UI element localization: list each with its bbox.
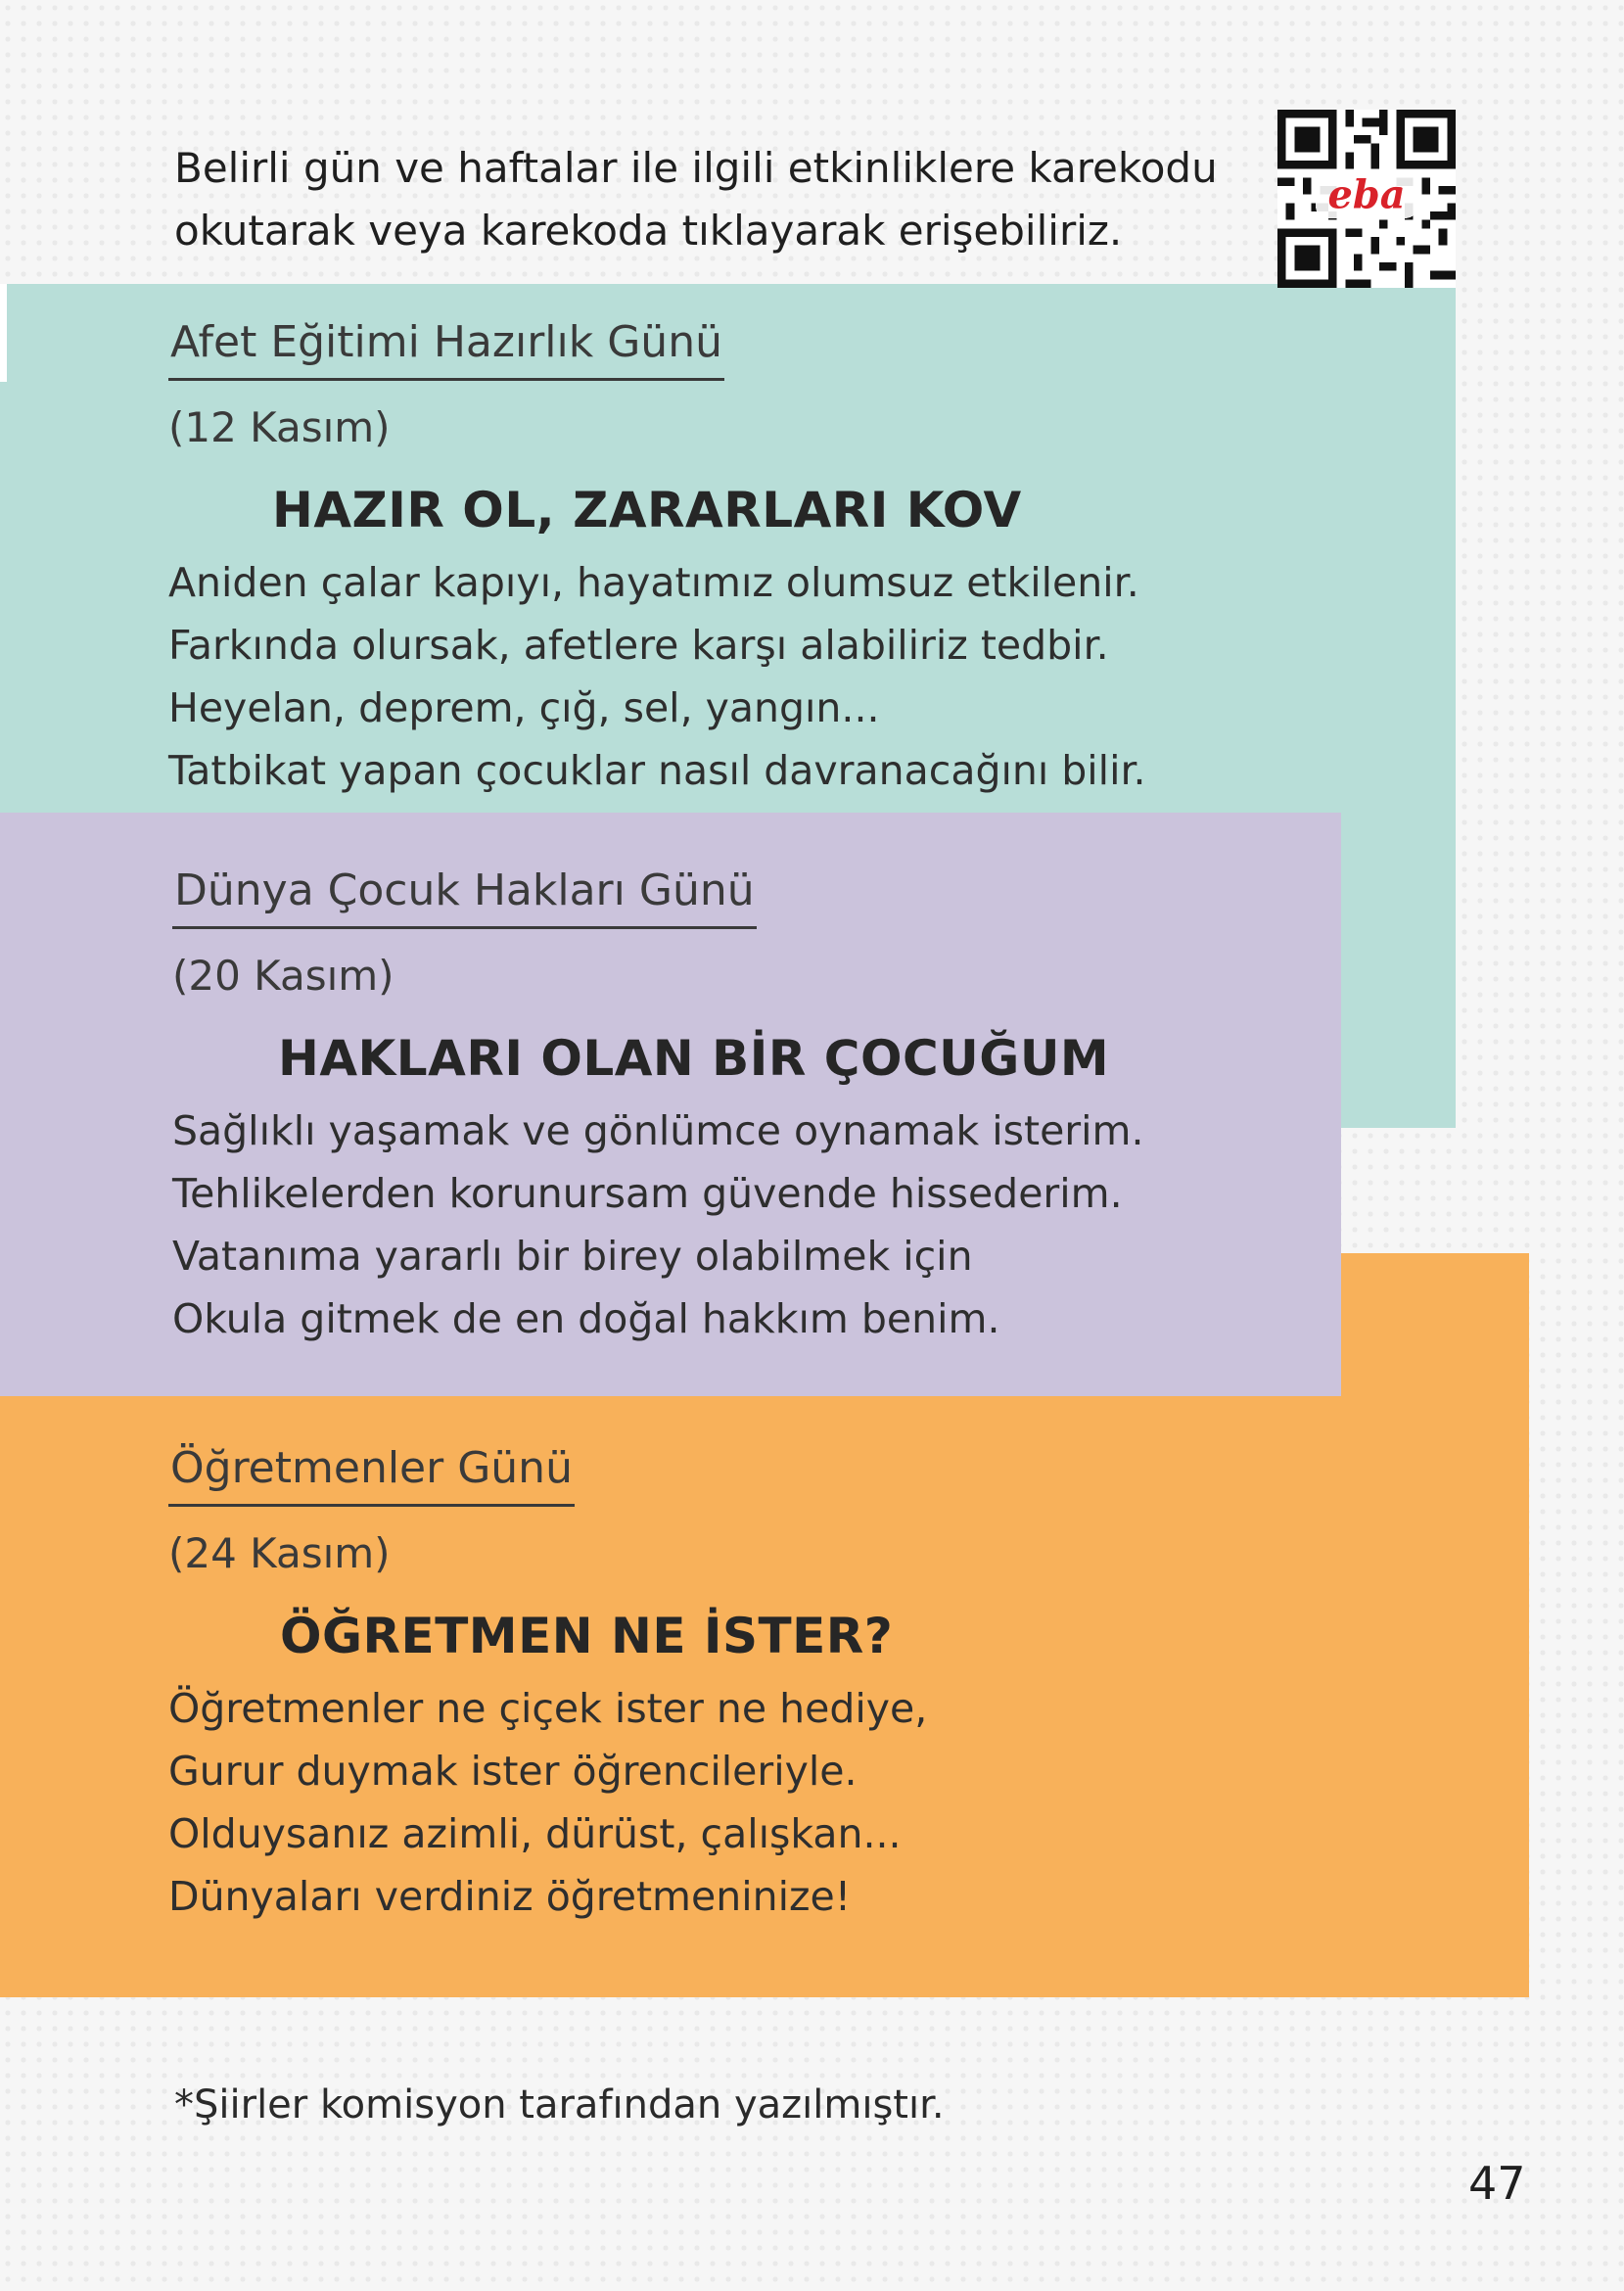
poem-line: Tatbikat yapan çocuklar nasıl davranacağını bilir. [168, 747, 1146, 794]
poem-line: Öğretmenler ne çiçek ister ne hediye, [168, 1685, 928, 1732]
section-afet [168, 313, 1245, 802]
poem-line: Sağlıklı yaşamak ve gönlümce oynamak isterim. [172, 1107, 1144, 1154]
poem-title: HAKLARI OLAN BİR ÇOCUĞUM [278, 1030, 1110, 1087]
qr-code-icon[interactable] [1277, 110, 1456, 288]
poem-line: Vatanıma yararlı bir birey olabilmek için [172, 1233, 973, 1280]
section-ogretmenler [168, 1439, 1245, 1928]
section-date: (20 Kasım) [172, 952, 394, 1000]
section-cocuk-haklari [172, 862, 1249, 1350]
poem-line: Farkında olursak, afetlere karşı alabiliriz tedbir. [168, 622, 1109, 669]
poem-line: Olduysanız azimli, dürüst, çalışkan... [168, 1810, 902, 1857]
poem-line: Aniden çalar kapıyı, hayatımız olumsuz etkilenir. [168, 559, 1139, 606]
poem-title: HAZIR OL, ZARARLARI KOV [272, 482, 1022, 538]
poem-line: Heyelan, deprem, çığ, sel, yangın... [168, 684, 880, 731]
poem-line: Gurur duymak ister öğrencileriyle. [168, 1748, 858, 1795]
section-date: (12 Kasım) [168, 403, 391, 451]
poem-lines [172, 1099, 1249, 1350]
eba-logo-text: eba [1327, 172, 1406, 218]
footnote: *Şiirler komisyon tarafından yazılmıştır. [174, 2082, 945, 2127]
page-number: 47 [1468, 2157, 1526, 2210]
poem-lines [168, 1677, 1245, 1928]
qr-code-graphic [1277, 110, 1456, 288]
intro-text [174, 137, 1251, 262]
intro-line-2: okutarak veya karekoda tıklayarak erişebiliriz. [174, 207, 1123, 255]
poem-line: Tehlikelerden korunursam güvende hissederim. [172, 1170, 1123, 1217]
section-title: Dünya Çocuk Hakları Günü [172, 862, 757, 929]
intro-line-1: Belirli gün ve haftalar ile ilgili etkinliklere karekodu [174, 144, 1218, 192]
section-date: (24 Kasım) [168, 1529, 391, 1577]
poem-lines [168, 551, 1245, 802]
section-title: Öğretmenler Günü [168, 1439, 575, 1507]
poem-line: Okula gitmek de en doğal hakkım benim. [172, 1295, 1000, 1342]
poem-title: ÖĞRETMEN NE İSTER? [280, 1608, 894, 1664]
panel-edge [0, 284, 7, 382]
poem-line: Dünyaları verdiniz öğretmeninize! [168, 1873, 852, 1920]
section-title: Afet Eğitimi Hazırlık Günü [168, 313, 724, 381]
